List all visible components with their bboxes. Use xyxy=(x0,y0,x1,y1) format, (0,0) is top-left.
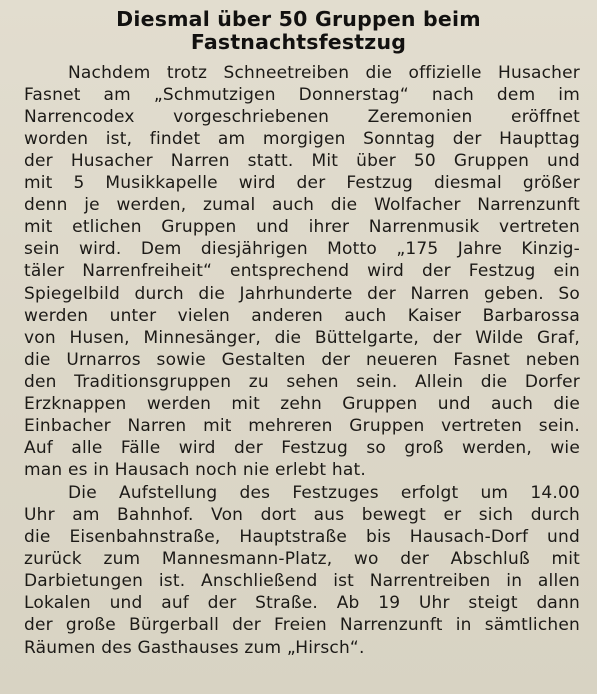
body-line: werden unter vielen anderen auch Kaiser Barbarossa xyxy=(24,306,580,326)
body-line: Nachdem trotz Schneetreiben die offizielle Husacher xyxy=(68,63,580,83)
body-line: Die Aufstellung des Festzuges erfolgt um 14.00 xyxy=(68,483,580,503)
body-line: denn je werden, zumal auch die Wolfacher Narrenzunft xyxy=(24,195,580,215)
body-line: täler Narrenfreiheit“ entsprechend wird der Festzug ein xyxy=(24,261,580,281)
body-line: Spiegelbild durch die Jahrhunderte der Narren geben. So xyxy=(24,284,580,304)
body-line: Narrencodex vorgeschriebenen Zeremonien eröffnet xyxy=(24,107,580,127)
body-line: Einbacher Narren mit mehreren Gruppen vertreten sein. xyxy=(24,416,580,436)
body-line: worden ist, findet am morgigen Sonntag der Haupttag xyxy=(24,129,580,149)
body-line: Räumen des Gasthauses zum „Hirsch“. xyxy=(24,638,365,658)
body-line: der Husacher Narren statt. Mit über 50 Gruppen und xyxy=(24,151,580,171)
body-line: der große Bürgerball der Freien Narrenzunft in sämtlichen xyxy=(24,615,580,635)
body-line: Lokalen und auf der Straße. Ab 19 Uhr steigt dann xyxy=(24,593,580,613)
body-line: Fasnet am „Schmutzigen Donnerstag“ nach dem im xyxy=(24,85,580,105)
headline-line-1: Diesmal über 50 Gruppen beim xyxy=(116,7,481,31)
body-line: von Husen, Minnesänger, die Büttelgarte, der Wilde Graf, xyxy=(24,328,580,348)
body-line: zurück zum Mannesmann-Platz, wo der Abschluß mit xyxy=(24,549,580,569)
body-line: Darbietungen ist. Anschließend ist Narrentreiben in allen xyxy=(24,571,580,591)
body-line: sein wird. Dem diesjährigen Motto „175 Jahre Kinzig- xyxy=(24,239,580,259)
body-line: Auf alle Fälle wird der Festzug so groß werden, wie xyxy=(24,438,580,458)
body-line: die Eisenbahnstraße, Hauptstraße bis Hausach-Dorf und xyxy=(24,527,580,547)
body-line: die Urnarros sowie Gestalten der neueren Fasnet neben xyxy=(24,350,580,370)
body-line: man es in Hausach noch nie erlebt hat. xyxy=(24,460,366,480)
body-line: Erzknappen werden mit zehn Gruppen und auch die xyxy=(24,394,580,414)
body-line: mit 5 Musikkapelle wird der Festzug diesmal größer xyxy=(24,173,580,193)
body-line: mit etlichen Gruppen und ihrer Narrenmusik vertreten xyxy=(24,217,580,237)
body-line: Uhr am Bahnhof. Von dort aus bewegt er sich durch xyxy=(24,505,580,525)
body-line: den Traditionsgruppen zu sehen sein. Allein die Dorfer xyxy=(24,372,580,392)
headline-line-2: Fastnachtsfestzug xyxy=(190,30,407,54)
